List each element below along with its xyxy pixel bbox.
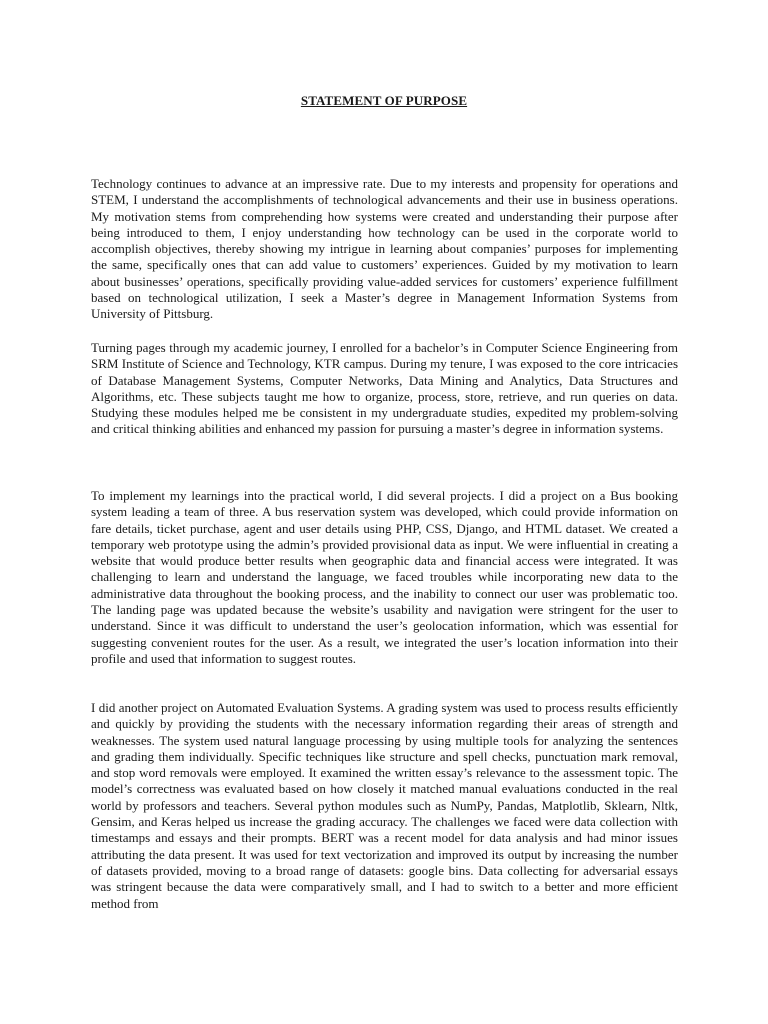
paragraph-academics: Turning pages through my academic journey, I enrolled for a bachelor’s in Computer Science Engineering from SRM Institute of Science and Technology, KTR campus. During my tenure, I was exposed to the core intricacies of Database Management Systems, Computer Networks, Data Mining and Analytics, Data Structures and Algorithms, etc. These subjects taught me how to organize, process, store, retrieve, and run queries on data. Studying these modules helped me be consistent in my undergraduate studies, expedited my problem-solving and critical thinking abilities and enhanced my passion for pursuing a master’s degree in information systems. bbox=[91, 340, 678, 437]
page-title: STATEMENT OF PURPOSE bbox=[300, 93, 468, 108]
paragraph-evaluation-project: I did another project on Automated Evaluation Systems. A grading system was used to process results efficiently and quickly by providing the students with the necessary information regarding their areas of strength and weaknesses. The system used natural language processing by using multiple tools for analyzing the sentences and grading them individually. Specific techniques like structure and spell checks, punctuation mark removal, and stop word removals were employed. It examined the written essay’s relevance to the assessment topic. The model’s correctness was evaluated based on how closely it matched manual evaluations conducted in the real world by professors and teachers. Several python modules such as NumPy, Pandas, Matplotlib, Sklearn, Nltk, Gensim, and Keras helped us increase the grading accuracy. The challenges we faced were data collection with timestamps and essays and their prompts. BERT was a recent model for data analysis and had minor issues attributing the data present. It was used for text vectorization and improved its output by increasing the number of datasets provided, moving to a broad range of datasets: google bins. Data collecting for adversarial essays was stringent because the data were comparatively small, and I had to switch to a better and more efficient method from bbox=[91, 700, 678, 911]
paragraph-bus-project: To implement my learnings into the practical world, I did several projects. I did a project on a Bus booking system leading a team of three. A bus reservation system was developed, which could provide information on fare details, ticket purchase, agent and user details using PHP, CSS, Django, and HTML dataset. We created a temporary web prototype using the admin’s provided provisional data as input. We were influential in creating a website that would produce better results when geographic data and financial access were integrated. It was challenging to learn and understand the language, we faced troubles while incorporating new data to the administrative data throughout the booking process, and the inability to connect our user was problematic too. The landing page was updated because the website’s usability and navigation were stringent for the user to understand. Since it was difficult to understand the user’s geolocation information, which was essential for suggesting convenient routes for the user. As a result, we integrated the user’s location information into their profile and used that information to suggest routes. bbox=[91, 488, 678, 666]
paragraph-intro: Technology continues to advance at an impressive rate. Due to my interests and propensity for operations and STEM, I understand the accomplishments of technological advancements and their use in business operations. My motivation stems from comprehending how systems were created and understanding their purpose after being introduced to them, I enjoy understanding how technology can be used in the corporate world to accomplish objectives, thereby showing my intrigue in learning about companies’ purposes for implementing the same, specifically ones that can add value to customers’ experiences. Guided by my motivation to learn about businesses’ operations, specifically providing value-added services for customers’ experience fulfillment based on technological utilization, I seek a Master’s degree in Management Information Systems from University of Pittsburg. bbox=[91, 176, 678, 322]
